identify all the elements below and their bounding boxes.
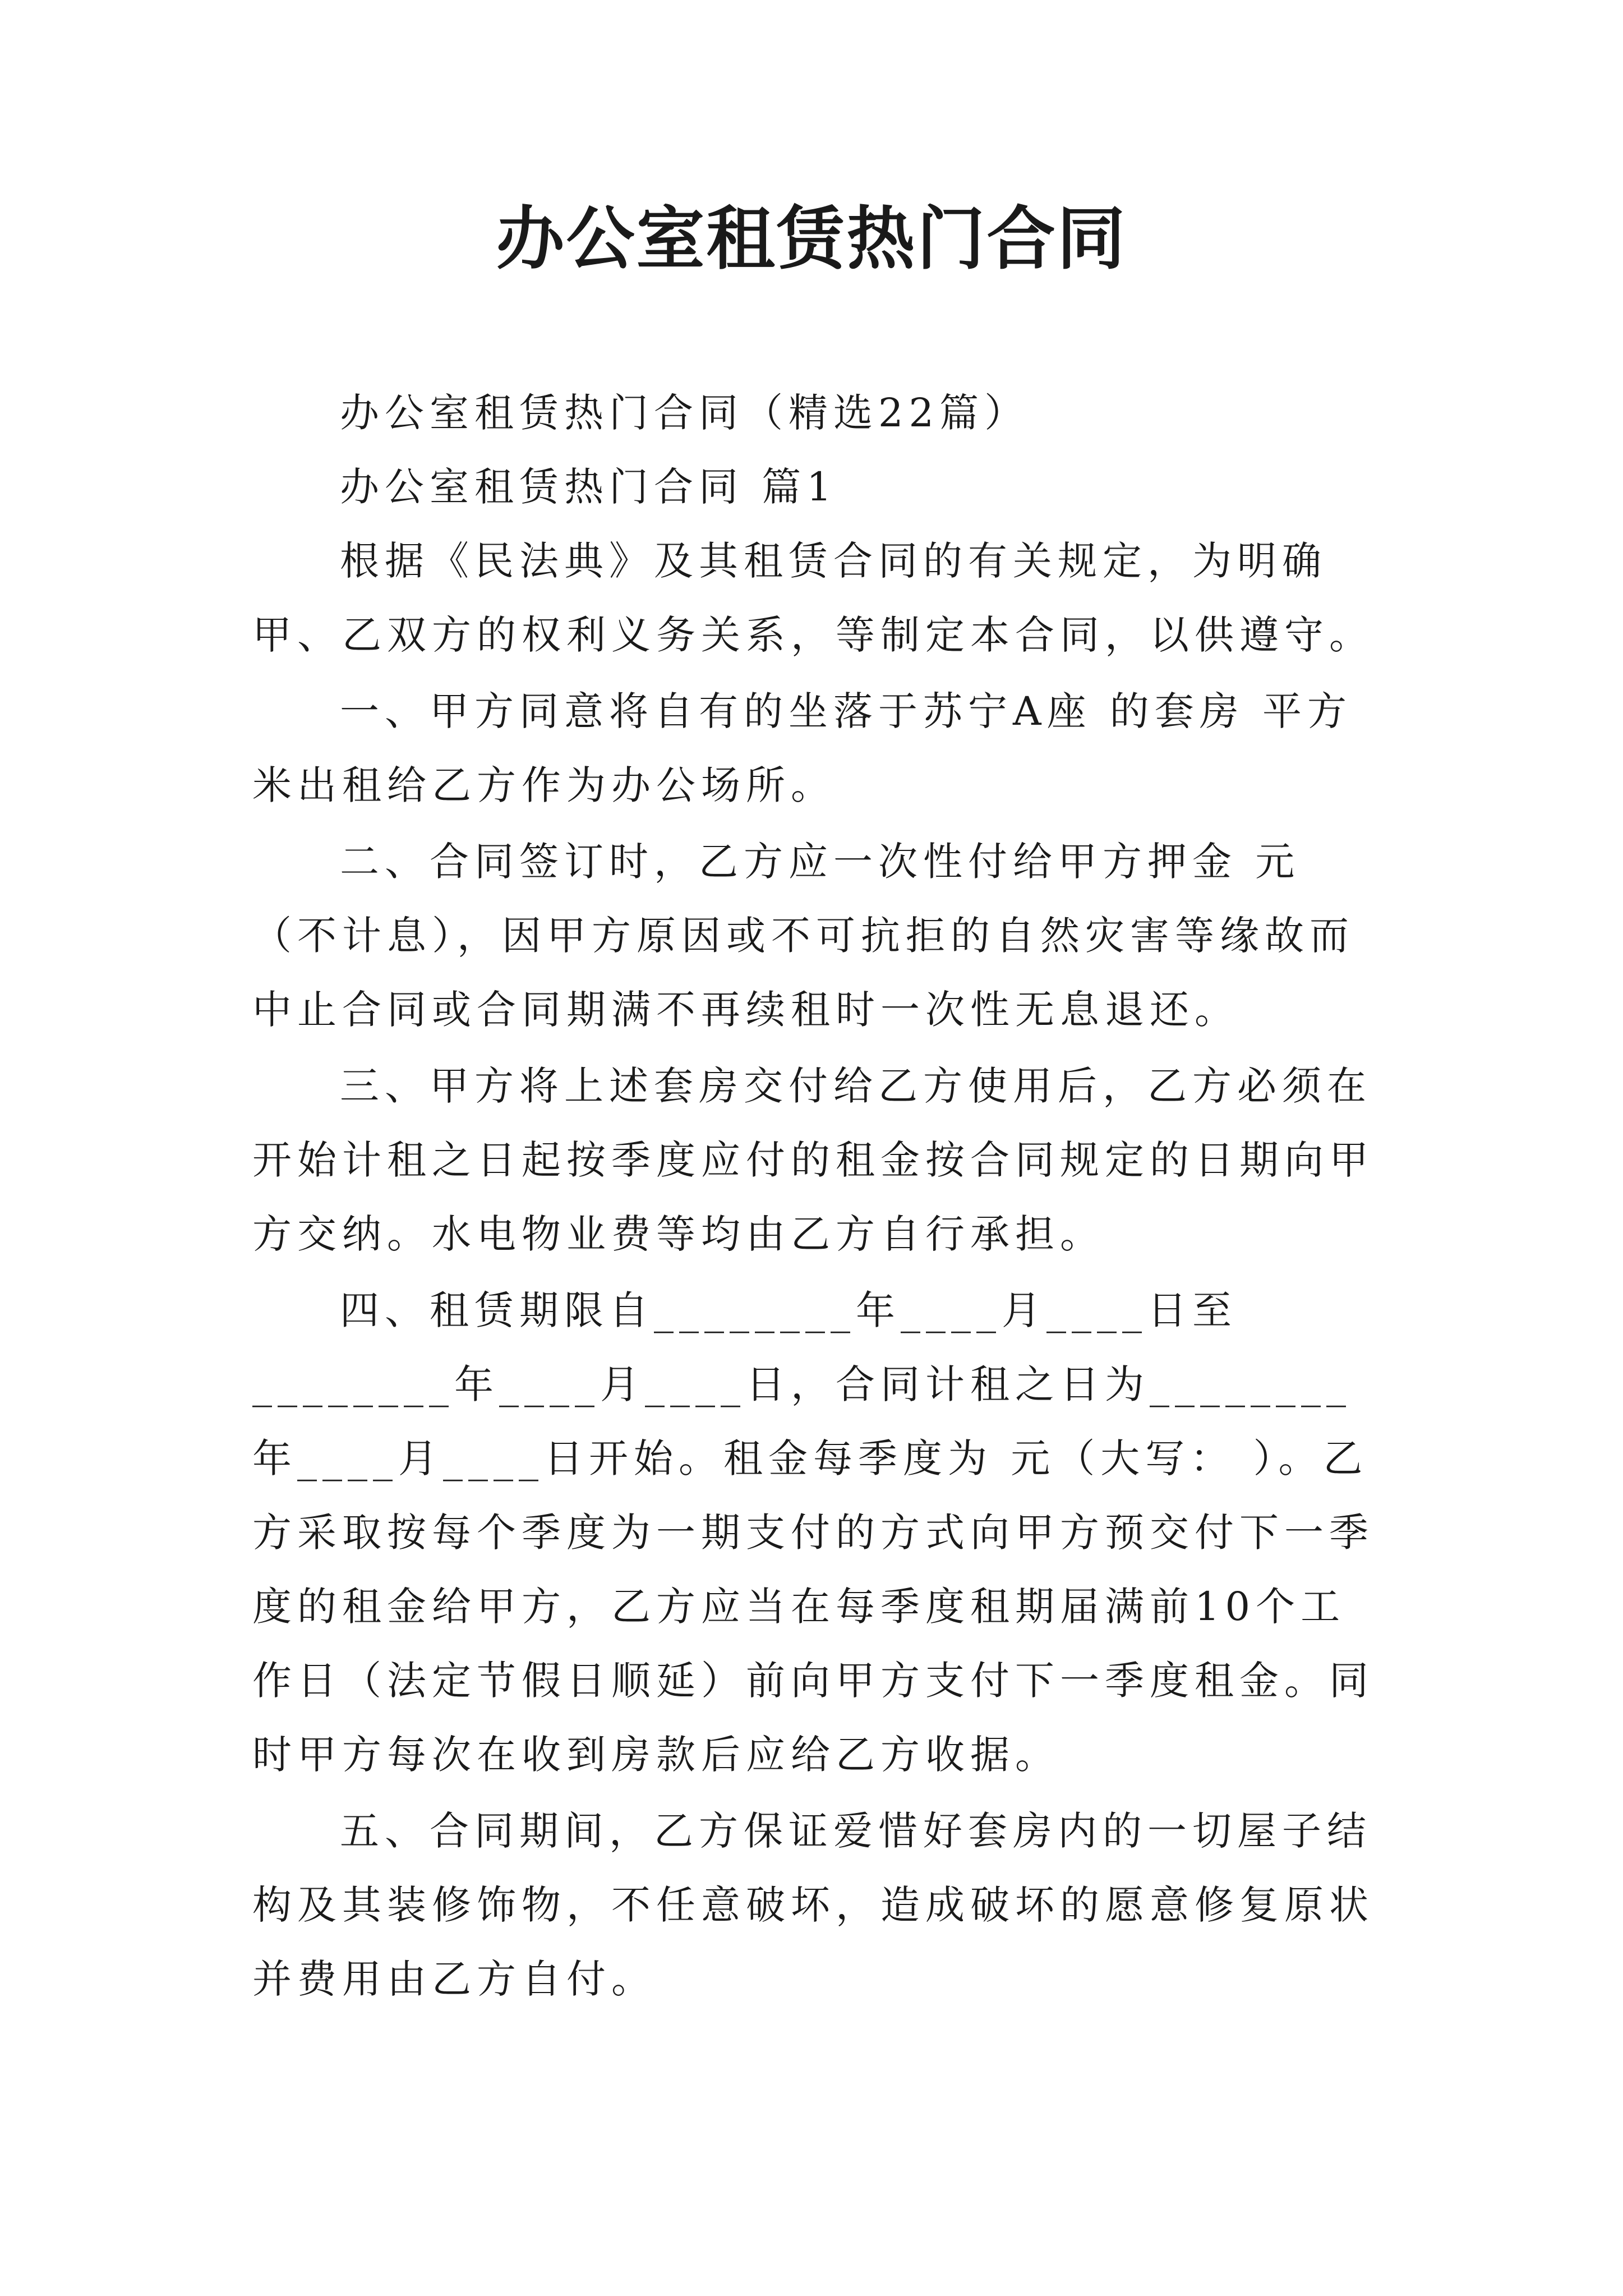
paragraph-preamble: 根据《民法典》及其租赁合同的有关规定，为明确甲、乙双方的权利义务关系，等制定本合同，以供遵守。 (252, 538, 1374, 658)
document-title: 办公室租赁热门合同 (496, 198, 1127, 279)
paragraph-clause-4: 四、租赁期限自________年____月____日至________年____月____日，合同计租之日为________年____月____日开始。租金每季度为 元（大写： ）。乙方采取按每个季度为一期支付的方式向甲方预交付下一季度的租金给甲方，乙方应当在每季度租期届满前10个工作日（法定节假日顺延）前向甲方支付下一季度租金。同时甲方每次在收到房款后应给乙方收据。 (252, 1287, 1374, 1778)
document-body (252, 376, 1381, 2016)
paragraph-clause-3: 三、甲方将上述套房交付给乙方使用后，乙方必须在开始计租之日起按季度应付的租金按合同规定的日期向甲方交纳。水电物业费等均由乙方自行承担。 (252, 1063, 1374, 1257)
section-heading: 办公室租赁热门合同 篇1 (340, 464, 837, 510)
paragraph-clause-5: 五、合同期间，乙方保证爱惜好套房内的一切屋子结构及其装修饰物，不任意破坏，造成破坏的愿意修复原状并费用由乙方自付。 (252, 1808, 1374, 2002)
paragraph-clause-2: 二、合同签订时，乙方应一次性付给甲方押金 元（不计息），因甲方原因或不可抗拒的自然灾害等缘故而中止合同或合同期满不再续租时一次性无息退还。 (252, 839, 1354, 1033)
paragraph-clause-1: 一、甲方同意将自有的坐落于苏宁A座 的套房 平方米出租给乙方作为办公场所。 (252, 688, 1353, 808)
document-subtitle: 办公室租赁热门合同（精选22篇） (340, 390, 1030, 436)
